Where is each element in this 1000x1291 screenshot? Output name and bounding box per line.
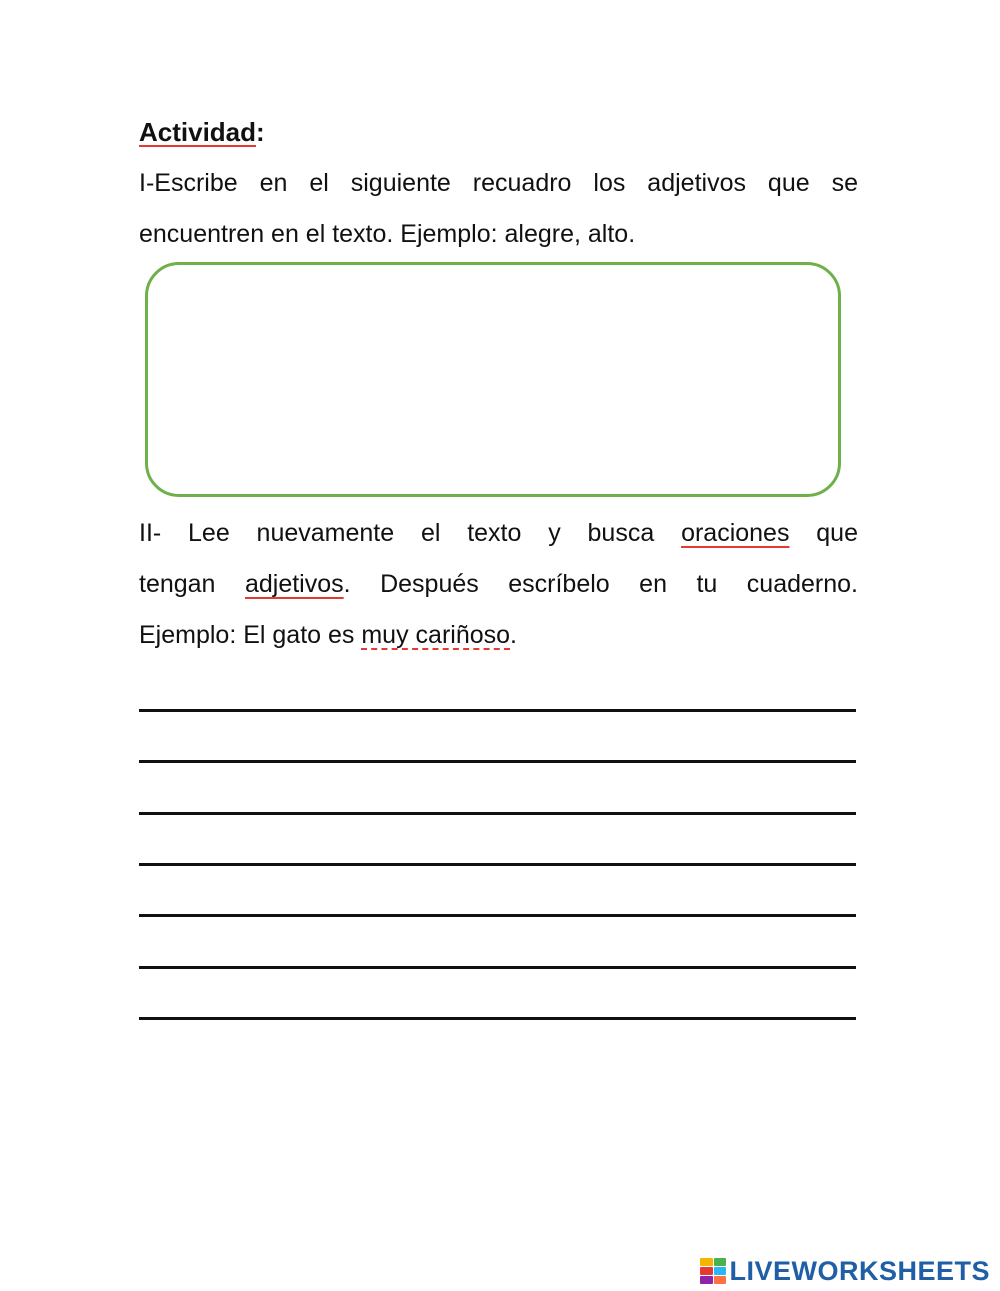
brand-logo [700, 1256, 990, 1286]
writing-line[interactable] [139, 760, 856, 763]
instruction-line: Ejemplo: El gato es muy cariñoso. [139, 621, 517, 649]
section-2-instructions [139, 508, 858, 661]
writing-line[interactable] [139, 812, 856, 815]
brand-name: LIVEWORKSHEETS [729, 1255, 990, 1286]
underlined-word: muy cariñoso [361, 621, 511, 649]
instruction-line: I-Escribe en el siguiente recuadro los adjetivos que se [139, 169, 858, 197]
writing-line[interactable] [139, 863, 856, 866]
activity-title: Actividad: [139, 117, 265, 147]
writing-line[interactable] [139, 709, 856, 712]
writing-line[interactable] [139, 914, 856, 917]
section-1-instructions [139, 158, 858, 260]
underlined-word: adjetivos [244, 570, 344, 598]
instruction-line: II- Lee nuevamente el texto y busca oraciones que [139, 519, 858, 547]
instruction-line: encuentren en el texto. Ejemplo: alegre, alto. [139, 220, 636, 248]
instruction-line: tengan adjetivos. Después escríbelo en tu cuaderno. [139, 570, 858, 598]
writing-line[interactable] [139, 966, 856, 969]
writing-line[interactable] [139, 1017, 856, 1020]
logo-mark-icon [700, 1258, 726, 1284]
adjectives-answer-box[interactable] [145, 262, 841, 497]
underlined-word: oraciones [681, 519, 790, 547]
